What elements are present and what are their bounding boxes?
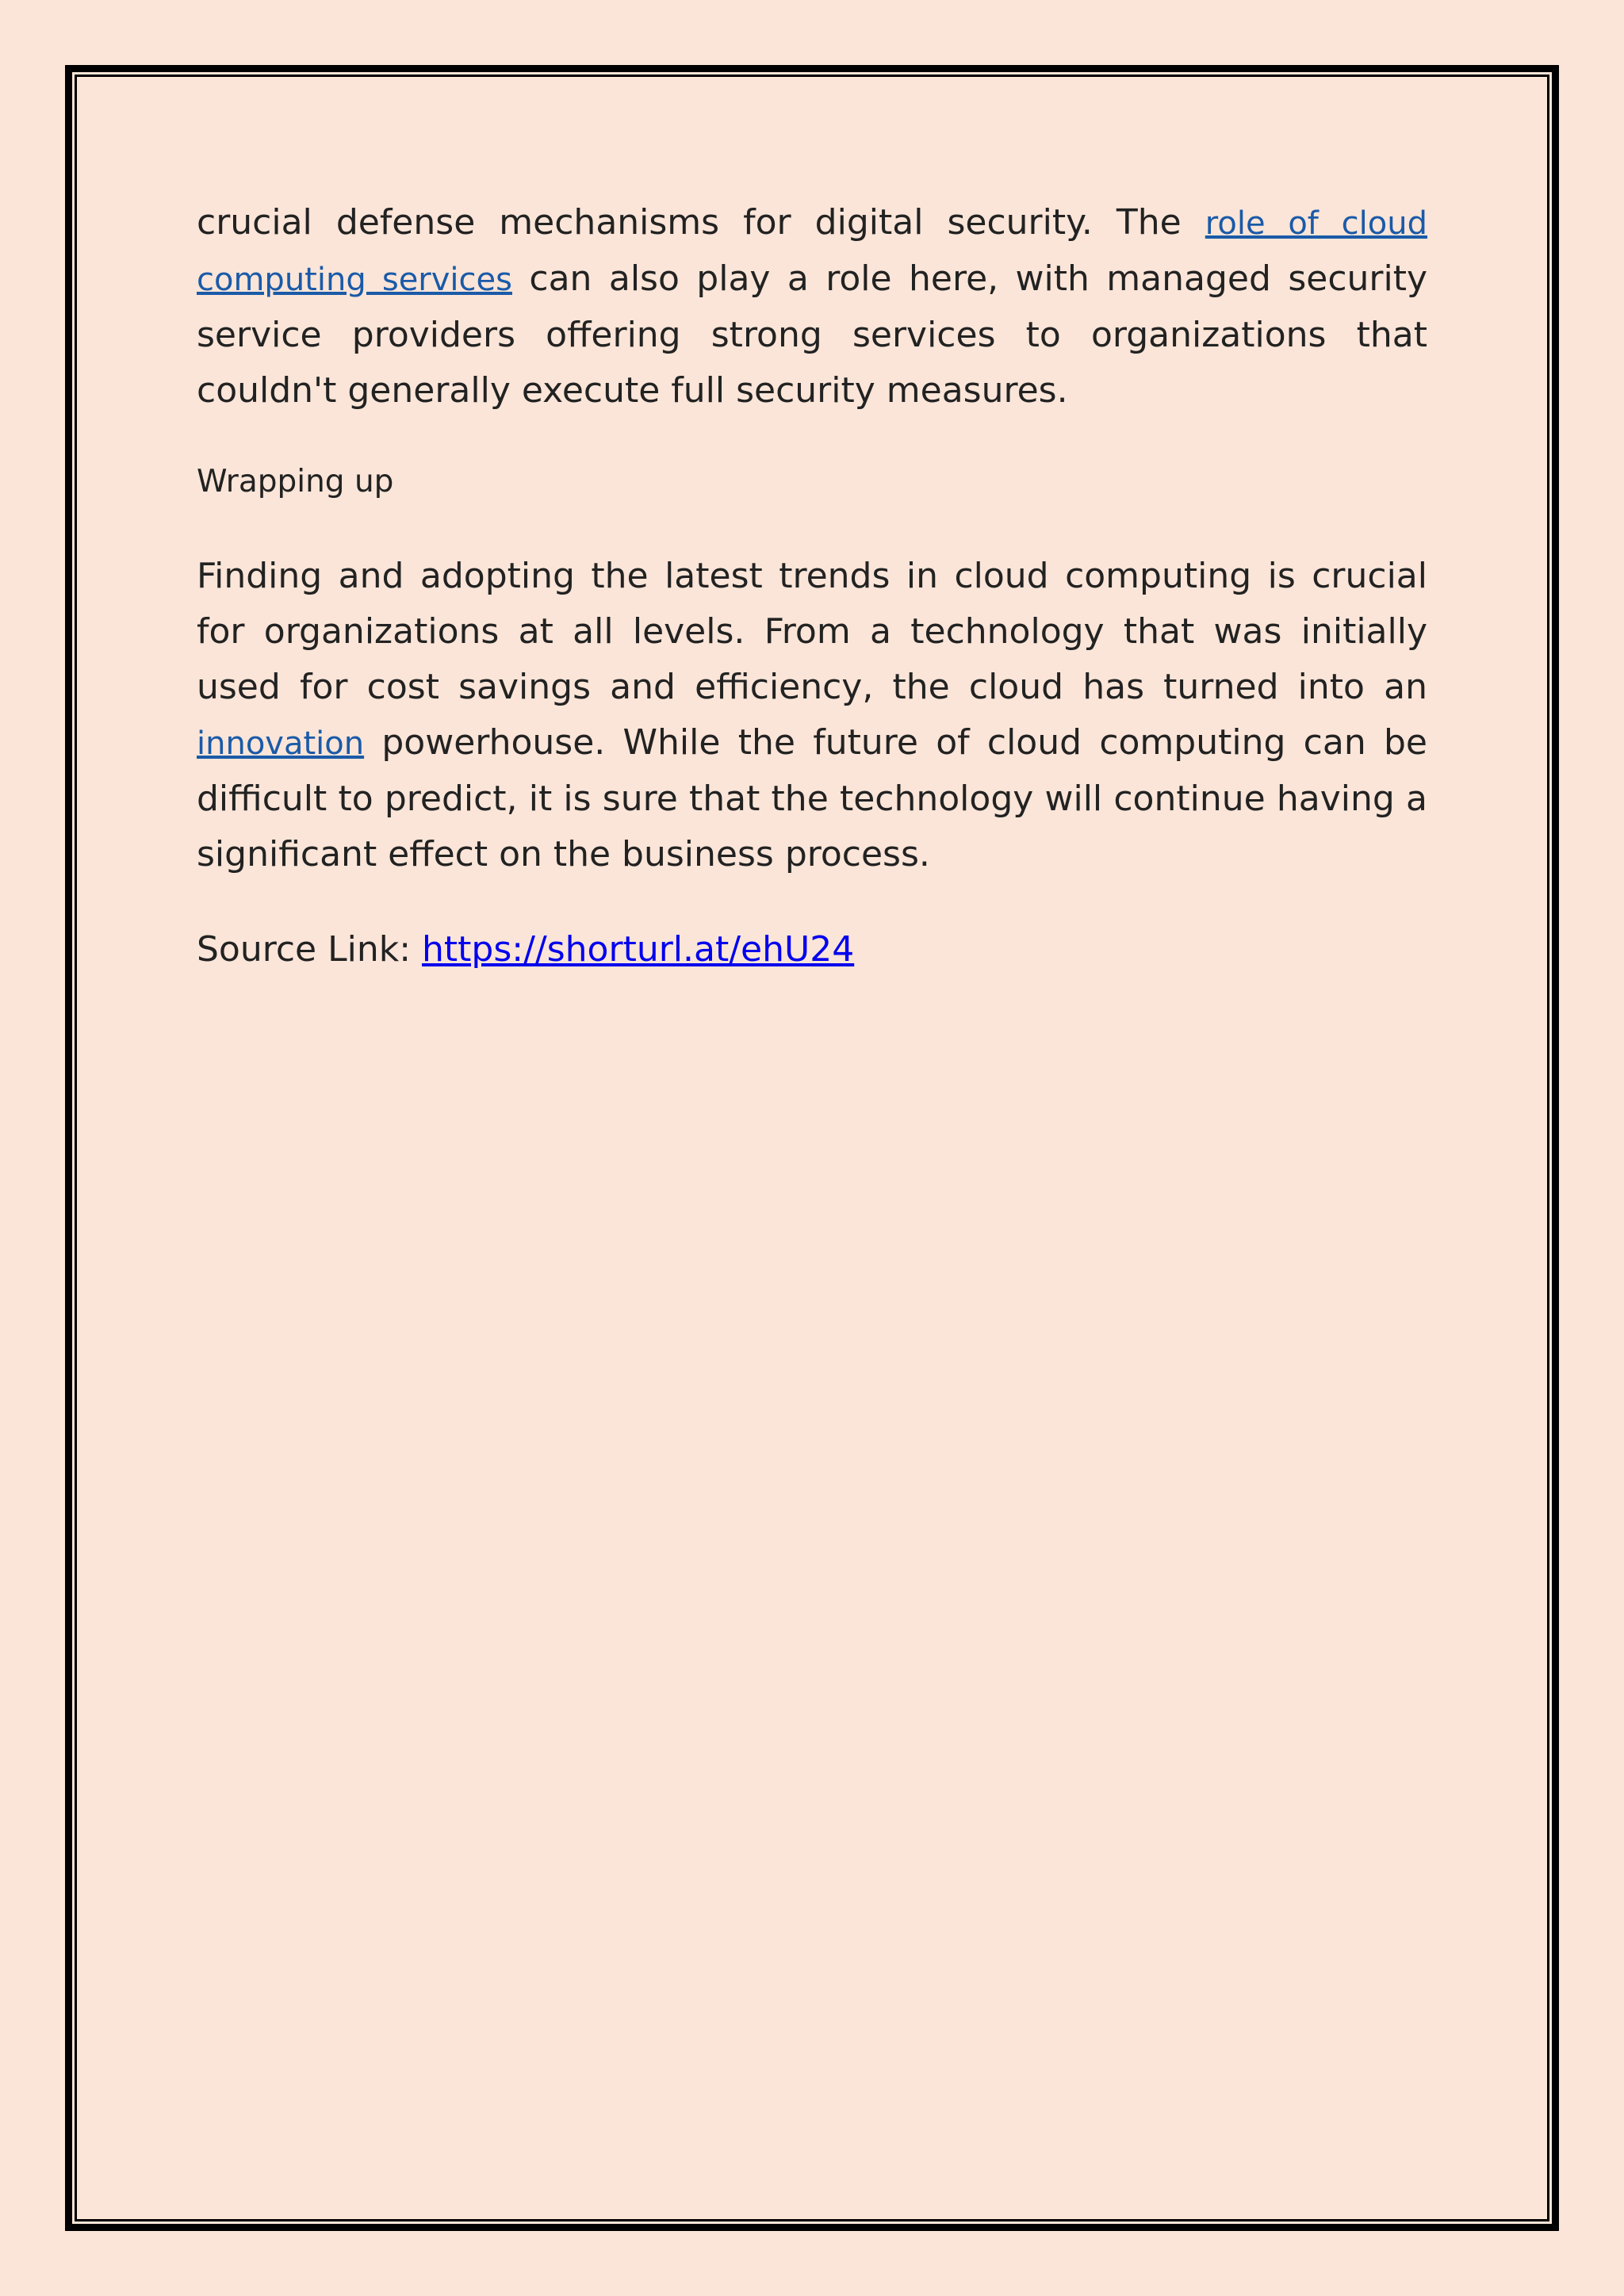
section-heading-wrapping-up: Wrapping up [197, 464, 394, 499]
link-innovation[interactable]: innovation [197, 725, 365, 762]
paragraph-security-text-start: crucial defense mechanisms for digital security. The [197, 202, 1205, 243]
paragraph-conclusion-text-start: Finding and adopting the latest trends in cloud computing is crucial for organizations at all levels. From a technology that was initially used for cost savings and efficiency, the cloud has turned into an [197, 556, 1427, 707]
source-line [197, 922, 1427, 978]
source-label: Source Link: [197, 929, 423, 970]
source-link[interactable]: https://shorturl.at/ehU24 [422, 929, 855, 970]
paragraph-security-text-end: can also play a role here, with managed security service providers offering strong services to organizations that couldn't generally execute full security measures. [197, 258, 1427, 411]
paragraph-security [197, 195, 1427, 419]
document-body [197, 195, 1427, 978]
link-role-of-cloud-computing-services[interactable]: role of cloud computing services [197, 205, 1427, 298]
paragraph-conclusion [197, 549, 1427, 882]
paragraph-conclusion-text-end: powerhouse. While the future of cloud computing can be difficult to predict, it is sure that the technology will continue having a significant effect on the business process. [197, 722, 1427, 874]
